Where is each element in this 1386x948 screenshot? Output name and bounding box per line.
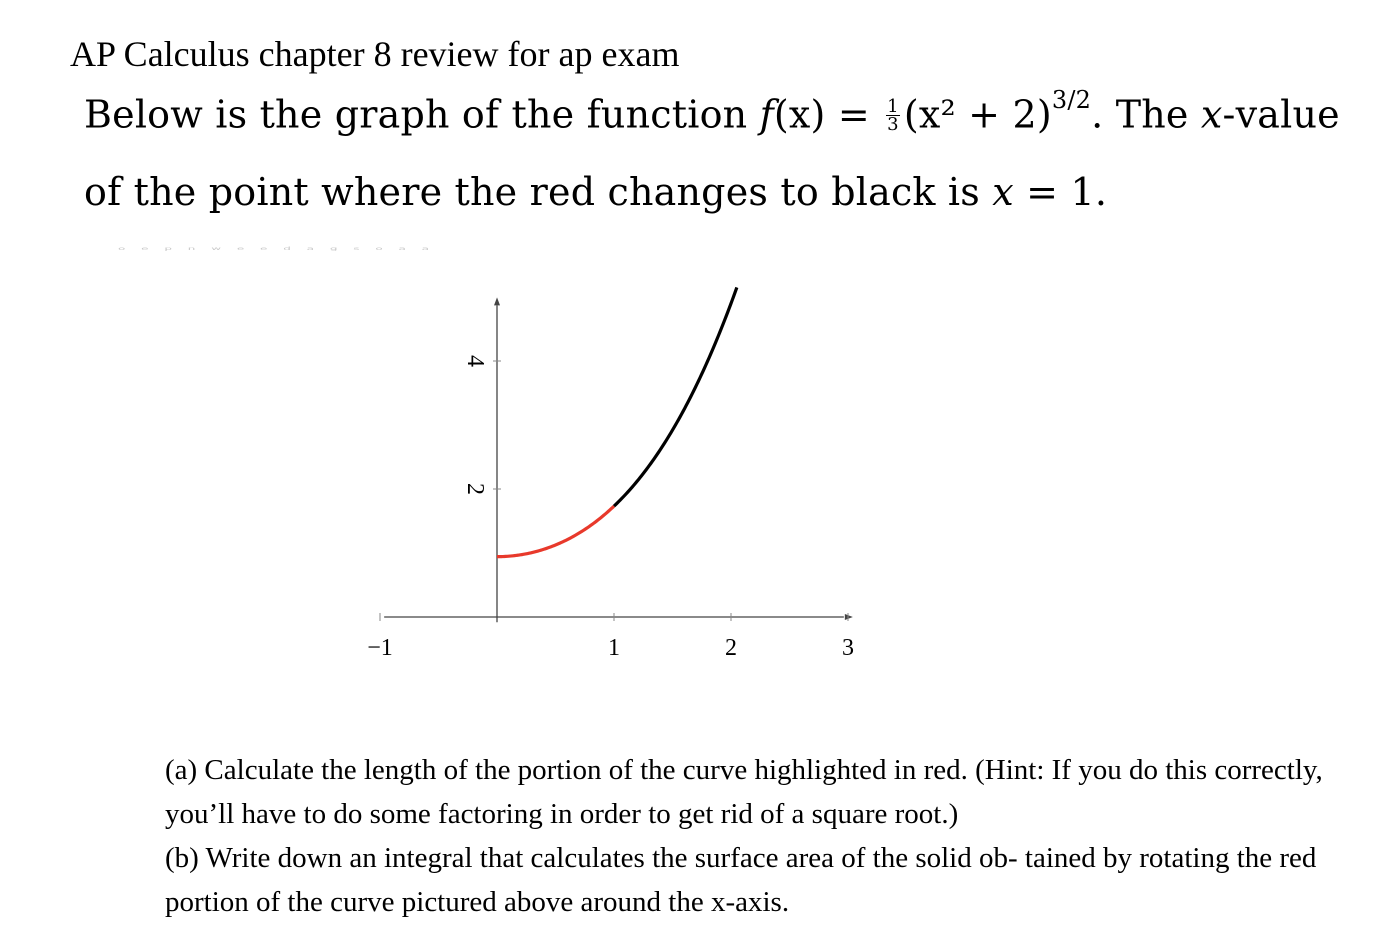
x-axis-arrow [845,614,853,620]
page-title: AP Calculus chapter 8 review for ap exam [70,34,680,74]
intro-line-2-text: of the point where the red changes to black is [84,170,993,214]
fraction-denominator: 3 [887,113,899,135]
question-a: (a) Calculate the length of the portion of the curve highlighted in red. (Hint: If you do this correctly, you’ll have to do some factoring in order to get rid of a square root.) [165,754,1323,830]
y-axis-arrow [494,297,500,305]
x-variable-2: x [992,170,1014,214]
intro-text-after: . The [1091,92,1201,137]
fraction-numerator: 1 [887,95,899,117]
y-tick-label: 2 [462,483,488,495]
x-tick-label: −1 [367,635,393,661]
x-tick-label: 2 [725,635,737,661]
intro-line-2-end: = 1. [1013,170,1108,214]
y-tick-label: 4 [462,355,488,367]
function-argument: (x) = [773,92,883,137]
x-tick-label: 1 [608,635,620,661]
questions [165,748,1325,924]
axes [384,297,853,622]
x-variable: x [1200,92,1223,137]
black-curve-segment [614,287,737,506]
curve [497,287,737,556]
exponent: 3/2 [1051,86,1092,114]
parenthesized-expression: (x² + 2) [903,92,1052,137]
faint-cropped-text: o e p n w e e d a g s o a a [118,246,436,251]
x-tick-label: 3 [842,635,854,661]
intro-text: Below is the graph of the function [84,92,760,137]
function-name: f [759,92,774,137]
question-b: (b) Write down an integral that calculates the surface area of the solid ob- tained by rotating the red portion of the curve pictured above around the x-axis. [165,842,1317,918]
red-curve-segment [497,506,614,557]
value-word: -value [1222,92,1340,137]
